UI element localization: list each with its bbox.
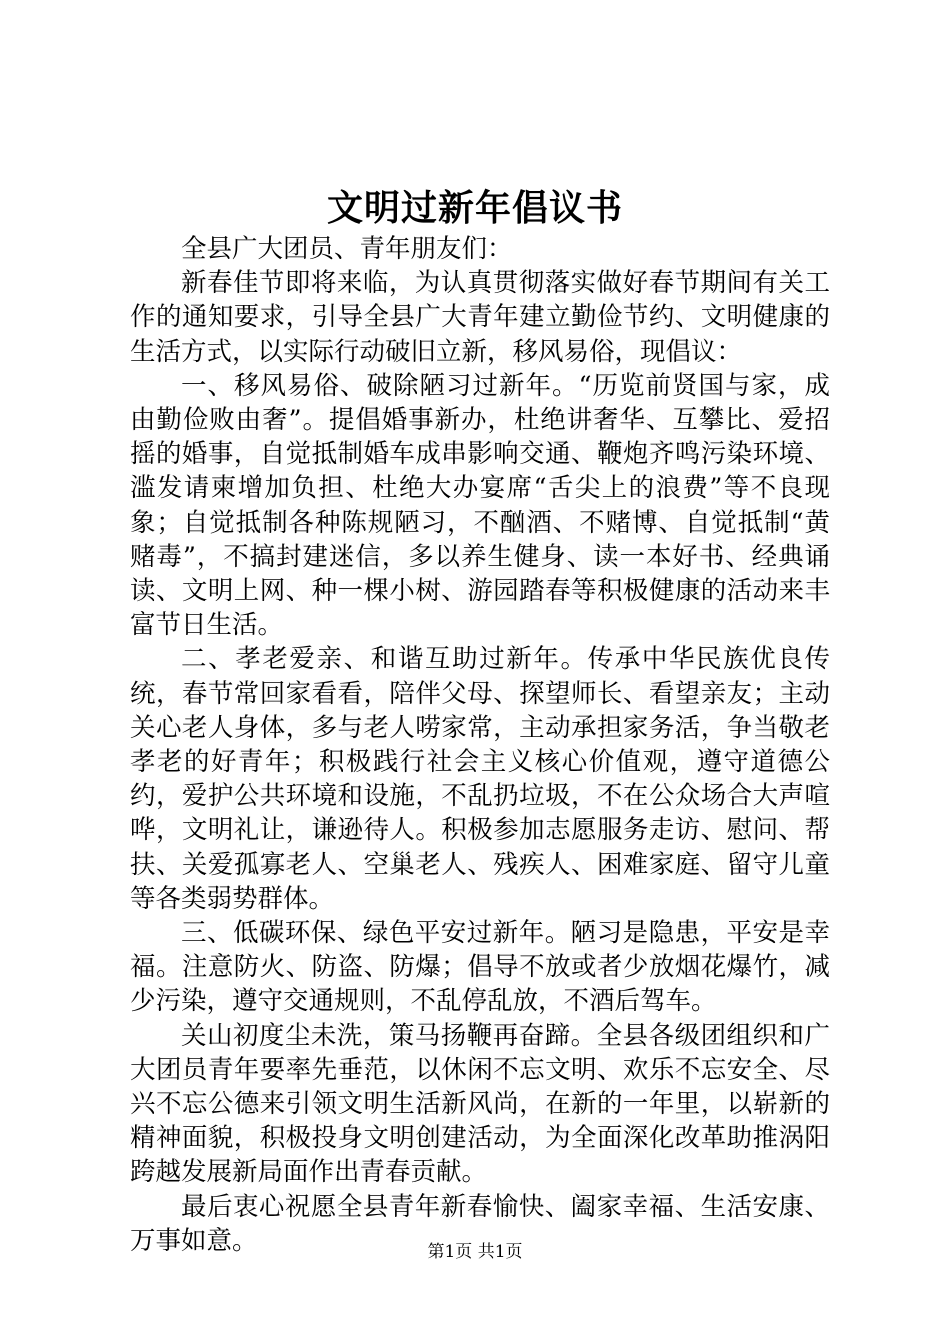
document-title: 文明过新年倡议书	[326, 187, 623, 229]
page-footer: 第1页 共1页	[427, 1242, 523, 1262]
proposal-two-paragraph: 二、孝老爱亲、和谐互助过新年。传承中华民族优良传统，春节常回家看看，陪伴父母、探望师长、看望亲友；主动关心老人身体，多与老人唠家常，主动承担家务活，争当敬老孝老的好青年；积极践行社会主义核心价值观，遵守道德公约，爱护公共环境和设施，不乱扔垃圾，不在公众场合大声喧哗，文明礼让，谦逊待人。积极参加志愿服务走访、慰问、帮扶、关爱孤寡老人、空巢老人、残疾人、困难家庭、留守儿童等各类弱势群体。	[130, 644, 830, 914]
intro-paragraph: 新春佳节即将来临，为认真贯彻落实做好春节期间有关工作的通知要求，引导全县广大青年建立勤俭节约、文明健康的生活方式，以实际行动破旧立新，移风易俗，现倡议：	[130, 268, 830, 367]
proposal-one-paragraph: 一、移风易俗、破除陋习过新年。“历览前贤国与家，成由勤俭败由奢”。提倡婚事新办，杜绝讲奢华、互攀比、爱招摇的婚事，自觉抵制婚车成串影响交通、鞭炮齐鸣污染环境、滥发请柬增加负担、杜绝大办宴席“舌尖上的浪费”等不良现象；自觉抵制各种陈规陋习，不酗酒、不赌博、自觉抵制“黄赌毒”，不搞封建迷信，多以养生健身、读一本好书、经典诵读、文明上网、种一棵小树、游园踏春等积极健康的活动来丰富节日生活。	[130, 370, 830, 641]
proposal-three-paragraph: 三、低碳环保、绿色平安过新年。陋习是隐患，平安是幸福。注意防火、防盗、防爆；倡导不放或者少放烟花爆竹，减少污染，遵守交通规则，不乱停乱放，不酒后驾车。	[130, 918, 830, 1017]
document-body	[130, 232, 830, 1258]
salutation-paragraph: 全县广大团员、青年朋友们：	[181, 234, 513, 264]
call-to-action-paragraph: 关山初度尘未洗，策马扬鞭再奋蹄。全县各级团组织和广大团员青年要率先垂范，以休闲不忘文明、欢乐不忘安全、尽兴不忘公德来引领文明生活新风尚，在新的一年里，以崭新的精神面貌，积极投身文明创建活动，为全面深化改革助推涡阳跨越发展新局面作出青春贡献。	[130, 1020, 830, 1188]
closing-wishes-paragraph: 最后衷心祝愿全县青年新春愉快、阖家幸福、生活安康、万事如意。	[130, 1191, 830, 1256]
